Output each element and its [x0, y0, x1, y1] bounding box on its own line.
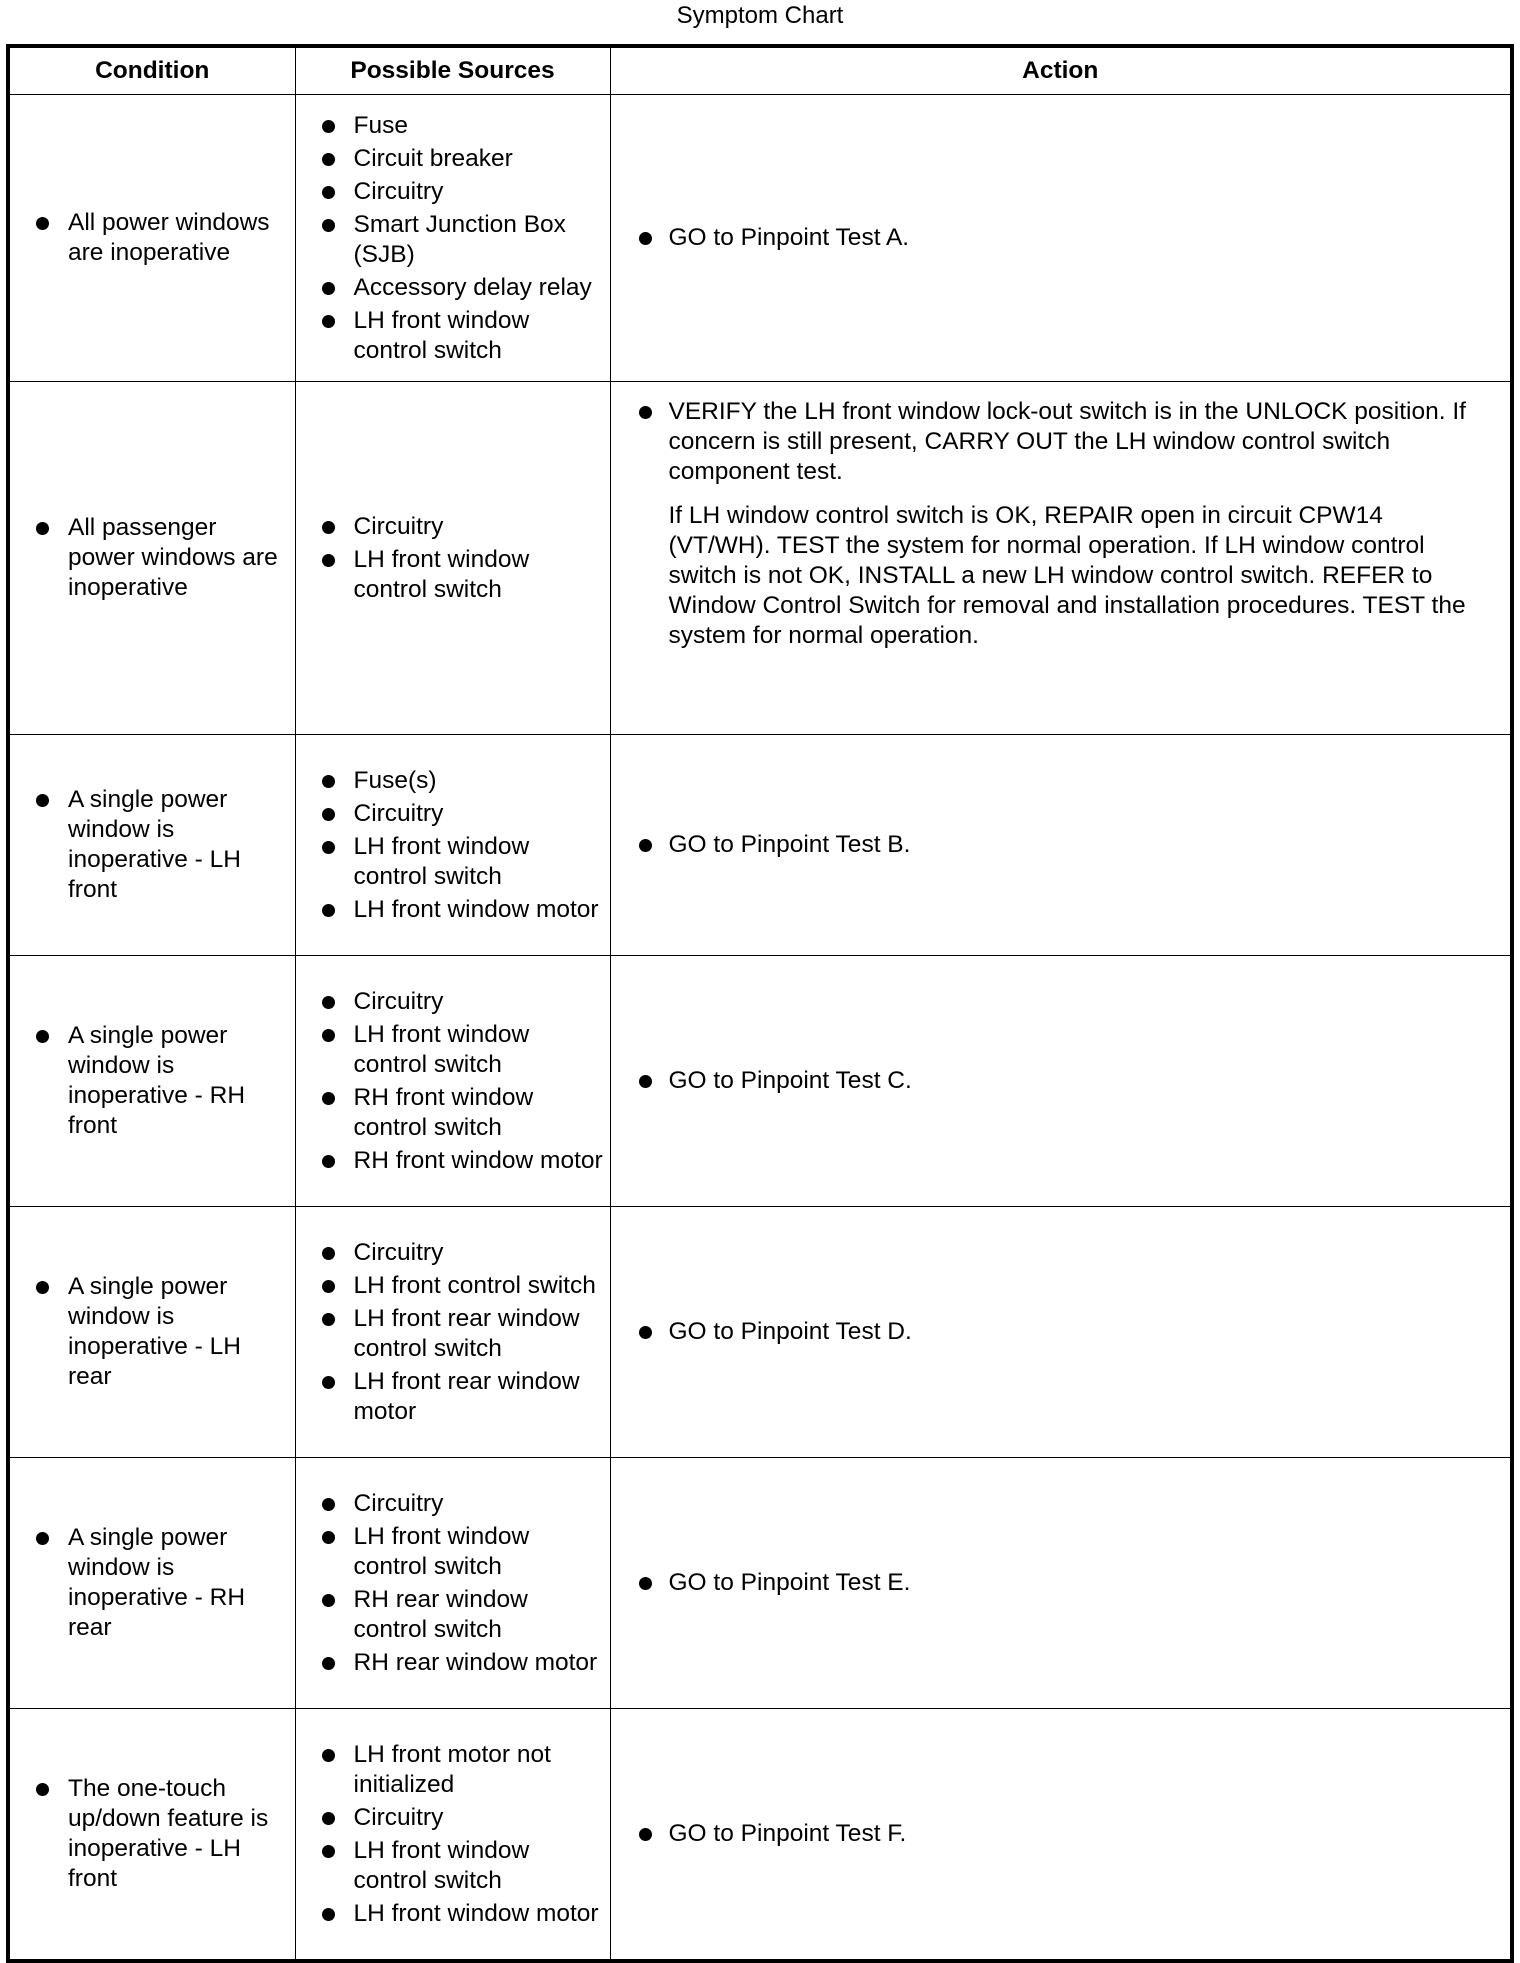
- source-item: Smart Junction Box (SJB): [296, 210, 610, 270]
- source-item: Circuitry: [296, 177, 610, 207]
- source-item: Accessory delay relay: [296, 273, 610, 303]
- source-item: LH front window control switch: [296, 1020, 610, 1080]
- source-item: LH front window motor: [296, 1899, 610, 1929]
- source-item: Circuitry: [296, 799, 610, 829]
- condition-text: All passenger power windows are inoperative: [10, 513, 295, 603]
- action-cell: [610, 735, 1512, 956]
- action-text: GO to Pinpoint Test B.: [611, 830, 1511, 860]
- action-cell: [610, 382, 1512, 735]
- table-row: [8, 1458, 1512, 1709]
- header-row: [8, 46, 1512, 95]
- chart-title: Symptom Chart: [676, 2, 844, 29]
- condition-cell: [8, 95, 295, 382]
- source-item: LH front window control switch: [296, 306, 610, 366]
- sources-cell: [295, 95, 610, 382]
- sources-cell: [295, 1709, 610, 1962]
- action-cell: [610, 1207, 1512, 1458]
- condition-text: A single power window is inoperative - LH front: [10, 785, 295, 905]
- condition-text: A single power window is inoperative - RH rear: [10, 1523, 295, 1643]
- condition-cell: [8, 382, 295, 735]
- sources-cell: [295, 1458, 610, 1709]
- condition-cell: [8, 735, 295, 956]
- condition-text: A single power window is inoperative - RH front: [10, 1021, 295, 1141]
- action-instruction: VERIFY the LH front window lock-out switch is in the UNLOCK position. If concern is still present, CARRY OUT the LH window control switch component test.: [668, 398, 1466, 485]
- source-item: LH front window control switch: [296, 545, 610, 605]
- sources-cell: [295, 1207, 610, 1458]
- action-cell: [610, 1458, 1512, 1709]
- source-item: Circuitry: [296, 512, 610, 542]
- action-text: [611, 397, 1511, 651]
- sources-cell: [295, 382, 610, 735]
- source-item: RH rear window control switch: [296, 1585, 610, 1645]
- header-possible-sources: Possible Sources: [295, 46, 610, 95]
- action-cell: [610, 956, 1512, 1207]
- source-item: Fuse: [296, 111, 610, 141]
- table-row: [8, 95, 1512, 382]
- condition-text: The one-touch up/down feature is inoperative - LH front: [10, 1774, 295, 1894]
- source-item: Circuitry: [296, 987, 610, 1017]
- action-text: GO to Pinpoint Test E.: [611, 1568, 1511, 1598]
- source-item: LH front motor not initialized: [296, 1740, 610, 1800]
- source-item: LH front window motor: [296, 895, 610, 925]
- symptom-table: [6, 44, 1514, 1963]
- source-item: LH front window control switch: [296, 1522, 610, 1582]
- condition-cell: [8, 1207, 295, 1458]
- source-item: RH front window control switch: [296, 1083, 610, 1143]
- source-item: Fuse(s): [296, 766, 610, 796]
- source-item: LH front control switch: [296, 1271, 610, 1301]
- table-row: [8, 1207, 1512, 1458]
- source-item: LH front rear window motor: [296, 1367, 610, 1427]
- source-item: Circuitry: [296, 1803, 610, 1833]
- table-row: [8, 735, 1512, 956]
- source-item: Circuit breaker: [296, 144, 610, 174]
- source-item: Circuitry: [296, 1238, 610, 1268]
- action-followup: If LH window control switch is OK, REPAIR open in circuit CPW14 (VT/WH). TEST the system for normal operation. If LH window control switch is not OK, INSTALL a new LH window control switch. REFER to Window Control Switch for removal and installation procedures. TEST the system for normal operation.: [668, 502, 1466, 649]
- action-cell: [610, 95, 1512, 382]
- sources-cell: [295, 956, 610, 1207]
- source-item: Circuitry: [296, 1489, 610, 1519]
- table-row: [8, 1709, 1512, 1962]
- condition-text: All power windows are inoperative: [10, 208, 295, 268]
- action-text: GO to Pinpoint Test C.: [611, 1066, 1511, 1096]
- source-item: RH rear window motor: [296, 1648, 610, 1678]
- condition-cell: [8, 1458, 295, 1709]
- condition-cell: [8, 1709, 295, 1962]
- action-text: GO to Pinpoint Test D.: [611, 1317, 1511, 1347]
- source-item: LH front rear window control switch: [296, 1304, 610, 1364]
- table-row: [8, 956, 1512, 1207]
- action-cell: [610, 1709, 1512, 1962]
- header-action: Action: [610, 46, 1512, 95]
- source-item: LH front window control switch: [296, 832, 610, 892]
- action-text: GO to Pinpoint Test F.: [611, 1819, 1511, 1849]
- action-text: GO to Pinpoint Test A.: [611, 223, 1511, 253]
- source-item: RH front window motor: [296, 1146, 610, 1176]
- condition-text: A single power window is inoperative - LH rear: [10, 1272, 295, 1392]
- sources-cell: [295, 735, 610, 956]
- source-item: LH front window control switch: [296, 1836, 610, 1896]
- condition-cell: [8, 956, 295, 1207]
- table-row: [8, 382, 1512, 735]
- header-condition: Condition: [8, 46, 295, 95]
